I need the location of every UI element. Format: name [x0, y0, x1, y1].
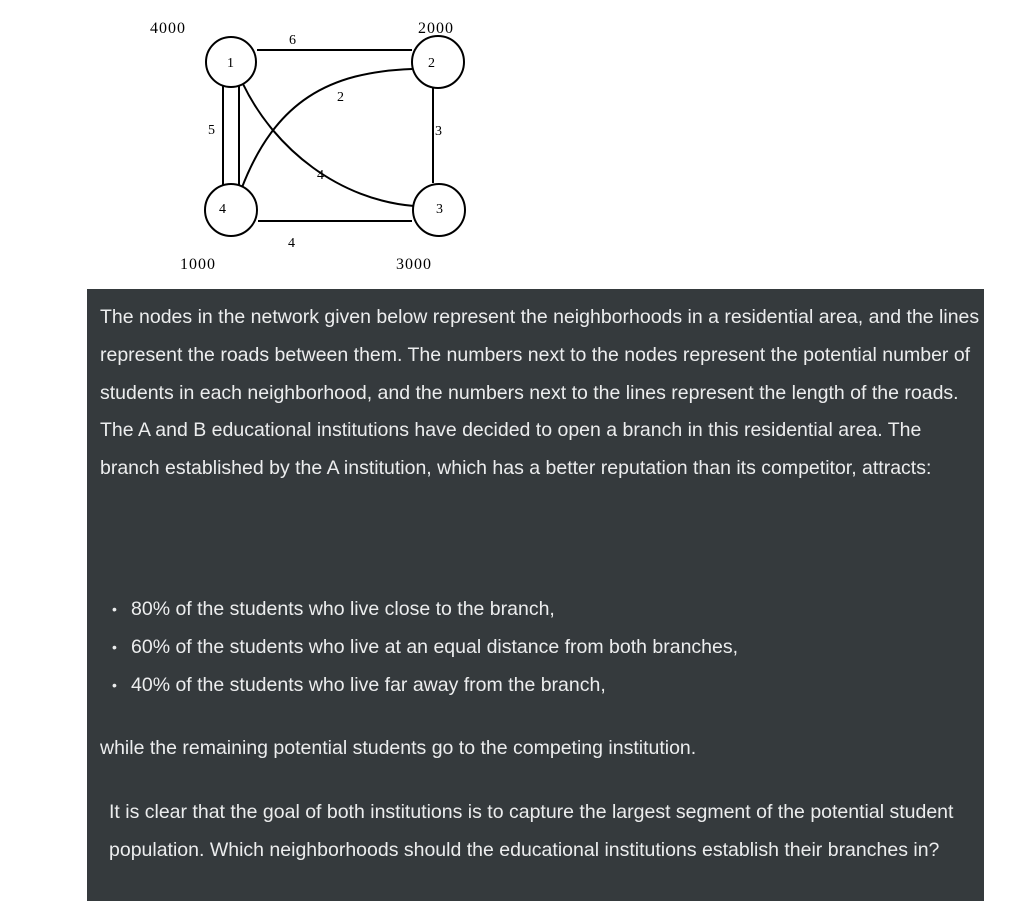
svg-text:2: 2 [428, 56, 435, 71]
edge-label-1-3: 4 [317, 168, 324, 183]
list-item-text: 40% of the students who live far away from the branch, [131, 674, 606, 696]
svg-text:4: 4 [219, 202, 226, 217]
question-closing: It is clear that the goal of both institutions is to capture the largest segment of the potential student population. Which neighborhoods should the educational institutions establish their branches in? [109, 801, 954, 861]
edge-label-4-3: 4 [288, 236, 295, 251]
population-node-2: 2000 [418, 20, 454, 37]
edge-1-3 [243, 84, 414, 206]
bullet-icon: • [112, 677, 117, 693]
conditions-list [100, 590, 738, 704]
edge-4-2 [241, 69, 412, 190]
network-diagram [0, 0, 520, 285]
node-3 [413, 184, 465, 236]
population-node-3: 3000 [396, 256, 432, 273]
node-1 [206, 37, 256, 87]
question-remainder: while the remaining potential students go to the competing institution. [100, 737, 697, 759]
edge-label-4-2: 2 [337, 90, 344, 105]
edge-label-1-4: 5 [208, 123, 215, 138]
population-node-4: 1000 [180, 256, 216, 273]
node-2 [412, 36, 464, 88]
network-graph [0, 0, 520, 285]
svg-text:3: 3 [436, 202, 443, 217]
edge-label-1-2: 6 [289, 33, 296, 48]
bullet-icon: • [112, 601, 117, 617]
list-item [100, 590, 738, 628]
list-item [100, 628, 738, 666]
node-4 [205, 184, 257, 236]
question-panel [87, 289, 984, 901]
edge-label-2-3: 3 [435, 124, 442, 139]
svg-text:1: 1 [227, 56, 234, 71]
list-item-text: 60% of the students who live at an equal distance from both branches, [131, 636, 739, 658]
population-node-1: 4000 [150, 20, 186, 37]
bullet-icon: • [112, 639, 117, 655]
list-item-text: 80% of the students who live close to the branch, [131, 598, 555, 620]
question-intro: The nodes in the network given below represent the neighborhoods in a residential area, and the lines represent the roads between them. The numbers next to the nodes represent the potential number of students in each neighborhood, and the numbers next to the lines represent the length of the roads. The A and B educational institutions have decided to open a branch in this residential area. The branch established by the A institution, which has a better reputation than its competitor, attracts: [100, 306, 980, 480]
list-item [100, 666, 738, 704]
